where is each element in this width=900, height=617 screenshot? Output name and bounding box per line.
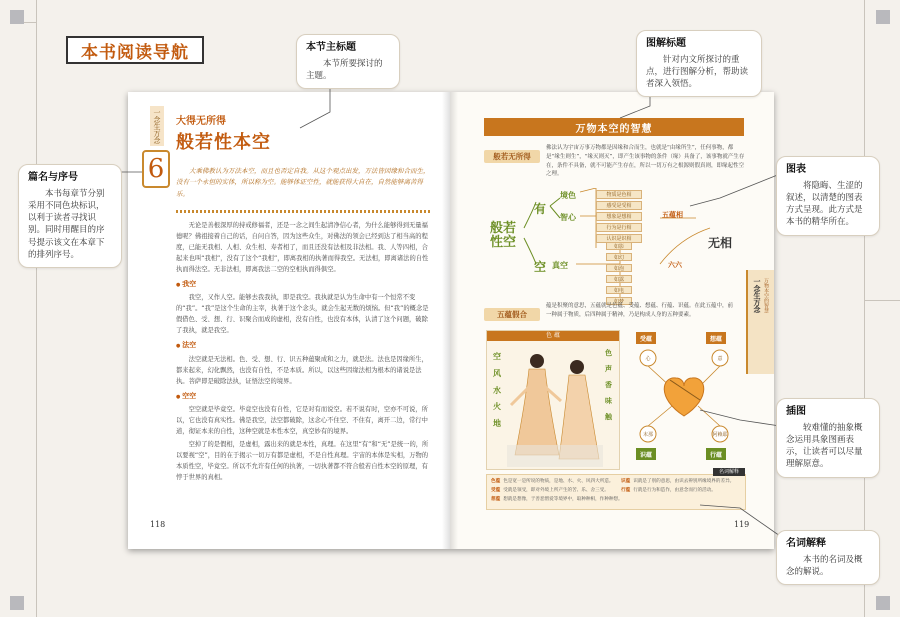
glossary-def: 受就是领受，即对外境上所产生的苦、乐、舍三受。 — [503, 488, 609, 493]
element-char: 地 — [493, 419, 501, 429]
side-tab-title: 一念生万念 — [753, 278, 761, 313]
callout-title: 名词解释 — [786, 538, 826, 549]
glossary-term: 识蕴 — [621, 479, 631, 484]
liuchen-tag: 如电 — [606, 286, 632, 294]
glossary-def: 识就是了别的意思，由识去辨别所缘境界的差异。 — [633, 479, 735, 484]
subsection-heading: ● 法空 — [176, 339, 430, 351]
callout-desc: 本书每章节分别采用不同色块标识，以利于读者寻找识别。同时用醒目的序号提示该文在本章下的排列序号。 — [28, 188, 105, 261]
glossary-def: 行就是行为和造作，由意念而行的活动。 — [633, 488, 716, 493]
section-kicker: 大得无所得 — [176, 116, 226, 127]
section-text-2: 蕴是积聚的意思，五蕴就是色蕴、受蕴、想蕴、行蕴、识蕴。在此五蕴中，前一种属于物质，后四种属于精神，乃是构成人身的五种要素。 — [546, 303, 734, 318]
box-xingyun: 行蕴 — [706, 448, 726, 460]
illustration-header: 色 蕴 — [487, 331, 619, 341]
glossary-def: 想就是想像，于善恶憎爱等境界中，取种种相，作种种想。 — [503, 497, 623, 502]
glossary-term: 色蕴 — [491, 479, 501, 484]
branch-jingse: 境色 — [560, 191, 576, 200]
diagram-banner: 万物本空的智慧 — [484, 118, 744, 136]
box-xiangyun: 想蕴 — [706, 332, 726, 344]
liuchen-tag: 如泡 — [606, 264, 632, 272]
callout-desc: 本节所要探讨的主题。 — [306, 58, 383, 81]
paragraph: 法空就是无法相。色、受、想、行、识五种蕴聚成和之力，就是法。法也是因缘所生，都来起来，幻化飘然，也没有自性，不是本质。所以，以这些因缘法相为根本的诸说是法执。菩萨即是破除法执，证悟法空的境界。 — [176, 355, 428, 385]
subsection-heading: ● 空空 — [176, 390, 430, 402]
element-char: 水 — [493, 385, 501, 395]
paragraph: 空掉了的是假相，是虚相，露出来的就是本性，真理。在这里“有”和“无”是统一的，所以要视“空”，目的在于揭示一切万有都是虚相，不是自性真理。宇宙的本体是实相，万物的本质性空，毕竟空。所以不允许有任何的执著，一切执著都不符合般若自性本空的原理，有悖于世界的真相。 — [176, 440, 429, 482]
concept-kong: 空 — [534, 260, 547, 274]
branch-zhenkong: 真空 — [552, 261, 568, 270]
page-number-right: 119 — [734, 520, 750, 529]
element-char: 火 — [493, 402, 501, 412]
section-number: 6 — [142, 150, 170, 188]
callout-desc: 本书的名词及概念的解说。 — [786, 554, 863, 577]
sense-char: 声 — [605, 365, 612, 374]
heart-label: 心 — [645, 356, 651, 362]
heart-label: 阿赖耶 — [712, 432, 728, 438]
branch-zhixin: 智心 — [560, 213, 576, 222]
skandha-tag: 想象是想相 — [596, 212, 642, 221]
sense-char: 色 — [605, 349, 612, 357]
glossary-term: 受蕴 — [491, 488, 501, 493]
wuyun-label: 五蕴相 — [662, 211, 683, 219]
section-intro: 大乘佛教认为万法本空，而且也否定自我。从这个观点出发，万法皆因缘和合而生，没有一个永恒的实体，所以称为空。能够体证空性，就能获得大自在，自然能够离苦得乐。 — [176, 167, 430, 198]
box-shiyun: 识蕴 — [636, 448, 656, 460]
skandha-tag: 行为是行相 — [596, 223, 642, 232]
callout-glossary — [776, 530, 880, 585]
sense-char: 香 — [605, 381, 612, 390]
wuxiang-label: 无相 — [708, 236, 733, 250]
element-char: 空 — [493, 352, 501, 361]
callout-title: 插图 — [786, 406, 806, 417]
box-shouyun: 受蕴 — [636, 332, 656, 344]
heart-label: 意 — [717, 356, 723, 362]
section-title: 般若性本空 — [176, 132, 271, 153]
subsection-heading: ● 我空 — [176, 278, 430, 290]
callout-desc: 针对内文所探讨的重点，进行图解分析，帮助读者深入领悟。 — [646, 54, 749, 90]
glossary-term: 想蕴 — [491, 497, 501, 502]
callout-title: 图解标题 — [646, 38, 686, 49]
callout-title: 篇名与序号 — [28, 172, 78, 183]
element-char: 风 — [493, 368, 501, 378]
paragraph: 无论是善根深厚的持戒修福者，还是一念之间生起清净信心者，为什么能够得到无量福德呢？佛祖接着自己的话，自问自答，因为这些众生，对佛法的领会已经到达了相当高的程度，已能无我相、人相、众生相、寿者相了，而且还没有法相及非法相。我、人等四相，合起来也叫“我相”，没有了这个“我相”，即离我相的执著而得我空。无法相，即离诸法的自性执而得法空。无非法相，即离我法二空的空相执而得俱空。 — [176, 222, 429, 274]
section-label-2: 五蕴假合 — [484, 308, 540, 321]
callout-diagram-title — [636, 30, 762, 97]
callout-title: 图表 — [786, 164, 806, 175]
liuchen-tag: 如幻 — [606, 253, 632, 261]
glossary-term: 行蕴 — [621, 488, 631, 493]
sense-char: 触 — [605, 413, 612, 422]
nav-title: 本书阅读导航 — [66, 36, 204, 64]
concept-left: 般若性空 — [489, 221, 516, 251]
side-tab-subtitle: 万物本空的智慧 — [763, 278, 769, 313]
skandha-tag: 感受是受相 — [596, 201, 642, 210]
liuchen-tag: 如影 — [606, 242, 632, 250]
skandha-tag: 认识是识相 — [596, 234, 642, 243]
glossary-def: 色是宽一是所说的物质，是地、水、火、风四大所造。 — [503, 479, 614, 484]
section-text-1: 佛法认为宇宙万事万物都是因缘和合而生，也就是“由缘所生”，任何事物，都是“缘生则生”，“缘灭则灭”，即产生该事物的条件（缘）具备了，该事物就产生存在，条件不具备，就不可能产生存在，所以一切万有之根源则假真则，即缘起性空之理。 — [546, 145, 745, 178]
concept-you: 有 — [534, 202, 547, 216]
paragraph: 空空就是毕竟空。毕竟空也没有自性，它是对有而说空。若不说有时，空亦不可说，所以，它也没有真实性。佛是我空，法空都破除，这念心不住空、不住有，离开二边，常行中道，彻证本来的自性，这种空就是本性本空，真空妙有的境界。 — [176, 405, 428, 435]
paragraph: 我空，又作人空。能够去我我执，即是我空。我执就是认为生命中有一个恒常不变的“我”。“我”是这个生命的主宰，执著于这个念头，就会生起无数的烦恼。但“我”的概念是假借色、受、想、行、识聚合而成的虚相，没有自性，也没有本体，认清了这个问题，破除了我执，就是我空。 — [176, 294, 429, 335]
callout-desc: 将隐晦、生涩的叙述，以清楚的图表方式呈现。此方式是本书的精华所在。 — [786, 180, 863, 228]
chapter-tab: 一念生万念 — [150, 106, 164, 146]
callout-title: 本节主标题 — [306, 42, 356, 53]
skandha-tag: 物质是色相 — [596, 190, 642, 199]
callout-chapter-name — [18, 164, 122, 268]
page-number-left: 118 — [150, 520, 166, 529]
callout-illustration — [776, 398, 880, 478]
liuchen-tag: 如露 — [606, 275, 632, 283]
section-label-1: 般若无所得 — [484, 150, 540, 163]
glossary-header: 名词解释 — [713, 468, 745, 476]
callout-desc: 较难懂的抽象概念运用具象图画表示，让读者可以尽量理解原意。 — [786, 422, 863, 470]
liuliu-label: 六六 — [668, 261, 682, 269]
liuchen-tag: 如梦 — [606, 297, 632, 305]
sense-char: 味 — [605, 397, 612, 406]
callout-section-title — [296, 34, 400, 89]
heart-label: 末那 — [642, 432, 653, 438]
callout-chart — [776, 156, 880, 236]
